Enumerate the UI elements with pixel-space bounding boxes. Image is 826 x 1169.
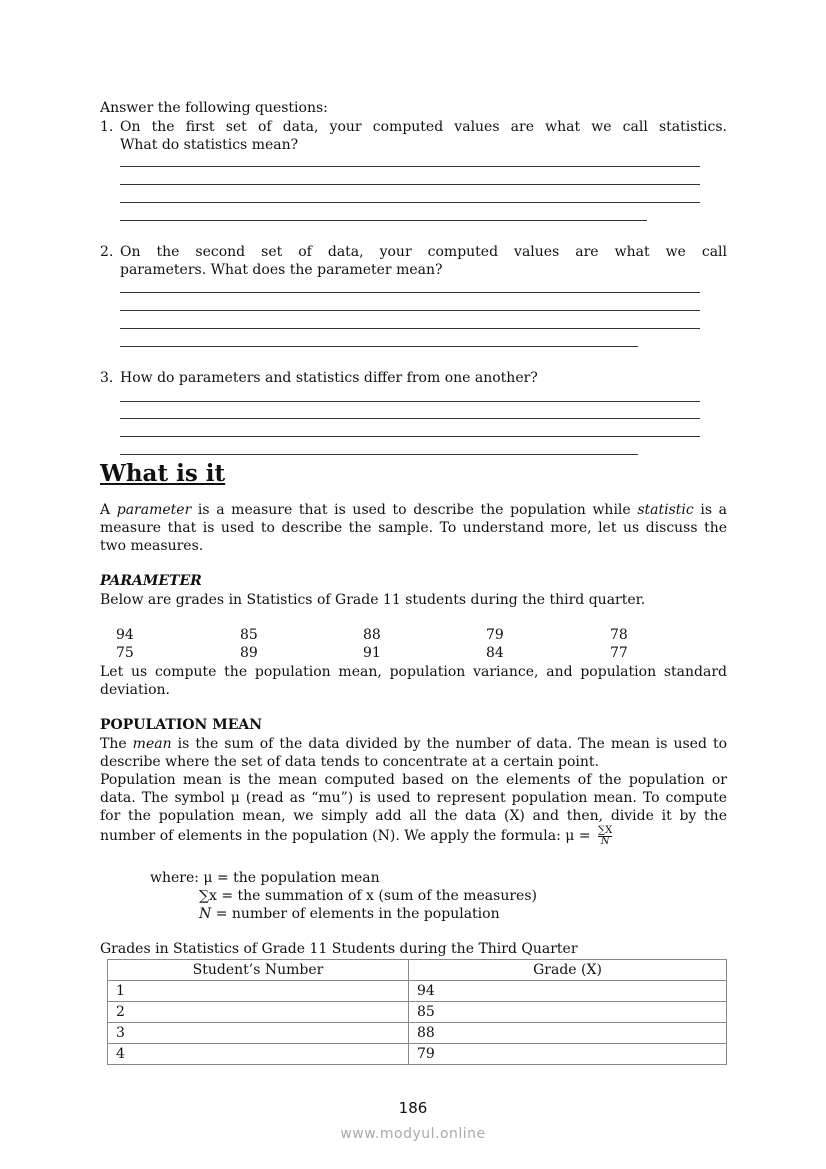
column-header: Student’s Number [108, 960, 409, 981]
q2-answer-line[interactable] [120, 346, 638, 347]
table-row [108, 1044, 727, 1065]
grade-value: 88 [363, 627, 381, 643]
q1-text-2: What do statistics mean? [120, 137, 299, 153]
q2-text: On the second set of data, your computed values are what we call [120, 244, 727, 260]
intro-paragraph-line: measure that is used to describe the sample. To understand more, let us discuss the [100, 520, 727, 536]
q1-answer-line[interactable] [120, 202, 700, 203]
grade: 79 [409, 1044, 727, 1065]
mean-paragraph-line: Population mean is the mean computed based on the elements of the population or [100, 772, 727, 788]
intro-paragraph-line: two measures. [100, 538, 204, 554]
q1-answer-line[interactable] [120, 220, 647, 221]
grade-value: 77 [610, 645, 628, 661]
compute-text: Let us compute the population mean, population variance, and population standard [100, 664, 727, 680]
q1-number: 1. [100, 119, 114, 135]
q2-answer-line[interactable] [120, 310, 700, 311]
student-number: 3 [108, 1023, 409, 1044]
watermark: www.modyul.online [340, 1126, 486, 1142]
table-row [108, 1023, 727, 1044]
table-header-row [108, 960, 727, 981]
compute-text-2: deviation. [100, 682, 170, 698]
grade-value: 78 [610, 627, 628, 643]
q2-answer-line[interactable] [120, 328, 700, 329]
q3-number: 3. [100, 370, 114, 386]
grade-value: 84 [486, 645, 504, 661]
q2-answer-line[interactable] [120, 292, 700, 293]
q3-answer-line[interactable] [120, 418, 700, 419]
mean-paragraph-line: describe where the set of data tends to concentrate at a certain point. [100, 754, 599, 770]
q2-number: 2. [100, 244, 114, 260]
population-mean-heading: POPULATION MEAN [100, 717, 263, 733]
q3-text: How do parameters and statistics differ from one another? [120, 370, 538, 386]
where-sum: ∑x = the summation of x (sum of the measures) [199, 888, 537, 904]
q1-text: On the first set of data, your computed values are what we call statistics. [120, 119, 727, 135]
where-n: N = number of elements in the population [199, 906, 500, 922]
parameter-text: Below are grades in Statistics of Grade 11 students during the third quarter. [100, 592, 646, 608]
column-header: Grade (X) [409, 960, 727, 981]
instructions: Answer the following questions: [100, 100, 328, 116]
mean-paragraph-line: for the population mean, we simply add all the data (X) and then, divide it by the [100, 808, 727, 824]
grade-value: 85 [240, 627, 258, 643]
table-caption: Grades in Statistics of Grade 11 Students during the Third Quarter [100, 941, 578, 957]
grade-value: 91 [363, 645, 381, 661]
q3-answer-line[interactable] [120, 436, 700, 437]
q3-answer-line[interactable] [120, 454, 638, 455]
grade-value: 75 [116, 645, 134, 661]
page-number: 186 [398, 1099, 428, 1117]
grade-value: 79 [486, 627, 504, 643]
q1-answer-line[interactable] [120, 184, 700, 185]
grade: 88 [409, 1023, 727, 1044]
parameter-heading: PARAMETER [100, 573, 202, 589]
table-row [108, 981, 727, 1002]
grade-value: 89 [240, 645, 258, 661]
student-number: 4 [108, 1044, 409, 1065]
grades-table [107, 959, 727, 1065]
where-mu: where: μ = the population mean [150, 870, 380, 886]
grade: 85 [409, 1002, 727, 1023]
grade-value: 94 [116, 627, 134, 643]
table-row [108, 1002, 727, 1023]
intro-paragraph-line: A parameter is a measure that is used to describe the population while statistic is a [100, 502, 727, 518]
q2-text-2: parameters. What does the parameter mean? [120, 262, 443, 278]
student-number: 2 [108, 1002, 409, 1023]
mean-formula: $\frac{\sum X}{N}$ [598, 824, 613, 847]
student-number: 1 [108, 981, 409, 1002]
q3-answer-line[interactable] [120, 401, 700, 402]
section-title: What is it [100, 460, 226, 487]
grade: 94 [409, 981, 727, 1002]
mean-paragraph-line: The mean is the sum of the data divided by the number of data. The mean is used to [100, 736, 727, 752]
mean-paragraph-line: data. The symbol μ (read as “mu”) is used to represent population mean. To compute [100, 790, 727, 806]
q1-answer-line[interactable] [120, 166, 700, 167]
mean-formula-line: number of elements in the population (N). We apply the formula: μ = $\frac{\sum X}{N}$ [100, 824, 613, 847]
